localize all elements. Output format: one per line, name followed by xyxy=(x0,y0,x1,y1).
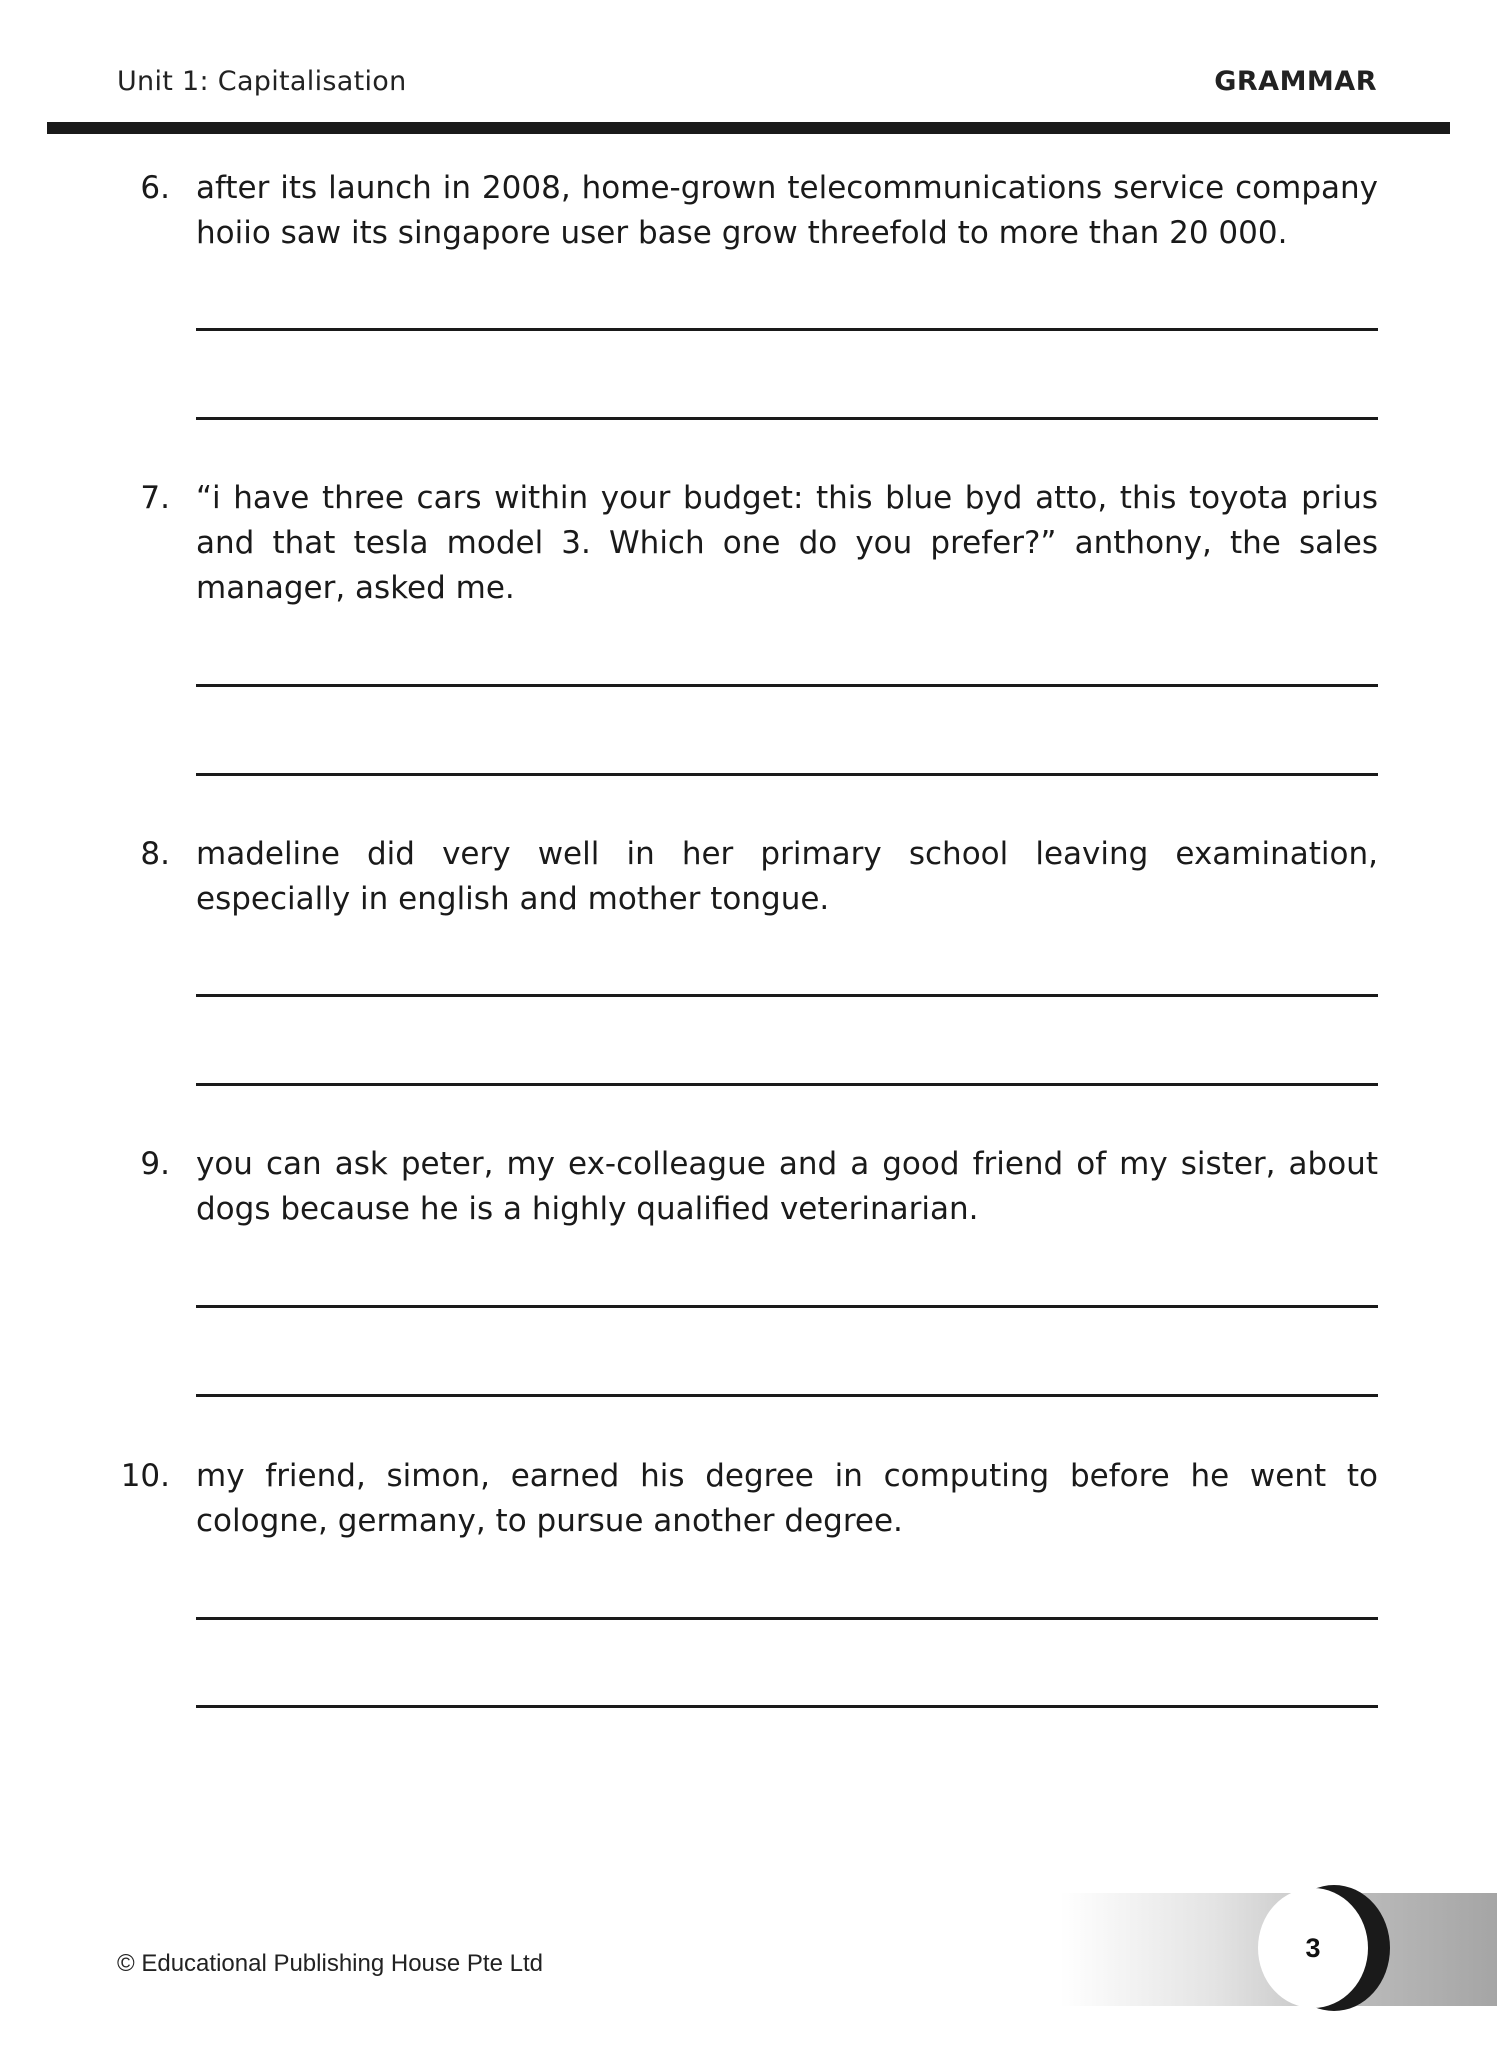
question-text: madeline did very well in her primary school leaving examination, especially in english and mother tongue. xyxy=(196,836,1378,917)
answer-line[interactable] xyxy=(196,684,1378,687)
question-number: 7. xyxy=(140,480,170,516)
answer-line[interactable] xyxy=(196,417,1378,420)
question-number: 9. xyxy=(140,1146,170,1182)
question-text: after its launch in 2008, home-grown telecommunications service company hoiio saw its singapore user base grow threefold to more than 20 000. xyxy=(196,170,1378,251)
answer-line[interactable] xyxy=(196,1617,1378,1620)
unit-title: Unit 1: Capitalisation xyxy=(117,66,407,97)
section-label: GRAMMAR xyxy=(1214,66,1377,97)
answer-line[interactable] xyxy=(196,1705,1378,1708)
answer-line[interactable] xyxy=(196,1083,1378,1086)
header-divider xyxy=(47,122,1450,134)
question-number: 10. xyxy=(120,1458,170,1494)
question-number: 8. xyxy=(140,836,170,872)
copyright-notice: © Educational Publishing House Pte Ltd xyxy=(117,1950,543,1977)
question-number: 6. xyxy=(140,170,170,206)
question-text: my friend, simon, earned his degree in computing before he went to cologne, germany, to pursue another degree. xyxy=(196,1458,1378,1539)
answer-line[interactable] xyxy=(196,994,1378,997)
page-number: 3 xyxy=(1305,1933,1321,1963)
answer-line[interactable] xyxy=(196,328,1378,331)
question-text: you can ask peter, my ex-colleague and a good friend of my sister, about dogs because he is a highly qualified veterinarian. xyxy=(196,1146,1378,1227)
answer-line[interactable] xyxy=(196,1394,1378,1397)
question-text: “i have three cars within your budget: this blue byd atto, this toyota prius and that tesla model 3. Which one do you prefer?” anthony, the sales manager, asked me. xyxy=(196,480,1378,606)
answer-line[interactable] xyxy=(196,773,1378,776)
answer-line[interactable] xyxy=(196,1305,1378,1308)
